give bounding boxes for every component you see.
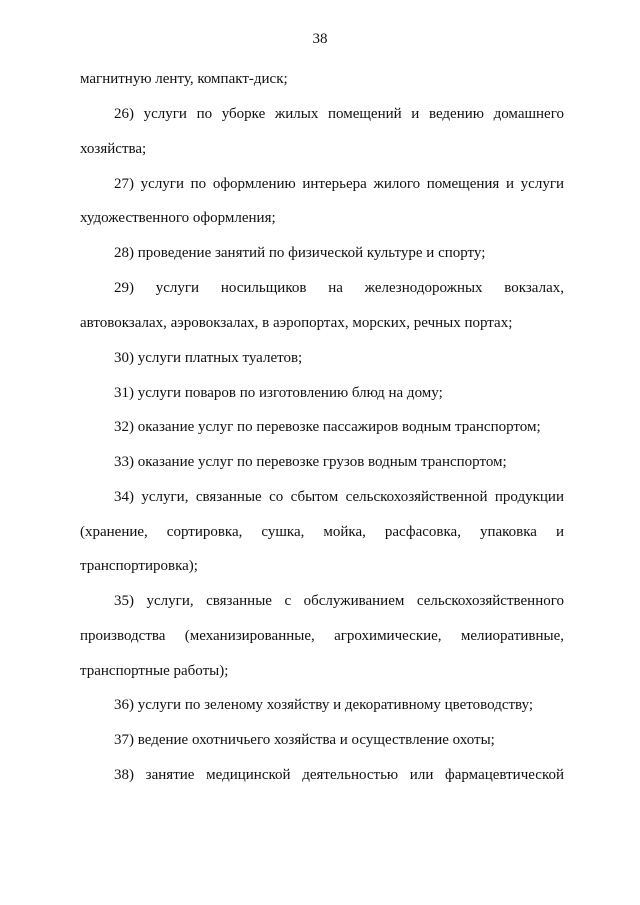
text-line: хозяйства; (80, 141, 147, 157)
text-line: производства (механизированные, агрохимические, мелиоративные, (80, 628, 564, 644)
text-line: 28) проведение занятий по физической культуре и спорту; (114, 245, 486, 261)
text-line: автовокзалах, аэровокзалах, в аэропортах, морских, речных портах; (80, 315, 513, 331)
text-line: (хранение, сортировка, сушка, мойка, расфасовка, упаковка и (80, 524, 564, 540)
text-line: 30) услуги платных туалетов; (114, 350, 303, 366)
text-line: 27) услуги по оформлению интерьера жилого помещения и услуги (114, 176, 564, 192)
text-line: 38) занятие медицинской деятельностью или фармацевтической (114, 767, 564, 783)
text-line: 34) услуги, связанные со сбытом сельскохозяйственной продукции (114, 489, 564, 505)
text-line: художественного оформления; (80, 210, 276, 226)
text-line: 31) услуги поваров по изготовлению блюд на дому; (114, 385, 443, 401)
text-line: 36) услуги по зеленому хозяйству и декоративному цветоводству; (114, 697, 534, 713)
text-line: 37) ведение охотничьего хозяйства и осуществление охоты; (114, 732, 495, 748)
text-line: транспортные работы); (80, 663, 229, 679)
text-line: 33) оказание услуг по перевозке грузов водным транспортом; (114, 454, 507, 470)
text-line: 26) услуги по уборке жилых помещений и ведению домашнего (114, 106, 564, 122)
page-number: 38 (312, 31, 328, 47)
text-line: 32) оказание услуг по перевозке пассажиров водным транспортом; (114, 419, 541, 435)
text-line: 35) услуги, связанные с обслуживанием сельскохозяйственного (114, 593, 564, 609)
text-line: транспортировка); (80, 558, 198, 574)
text-line: магнитную ленту, компакт-диск; (80, 71, 288, 87)
text-line: 29) услуги носильщиков на железнодорожных вокзалах, (114, 280, 564, 296)
